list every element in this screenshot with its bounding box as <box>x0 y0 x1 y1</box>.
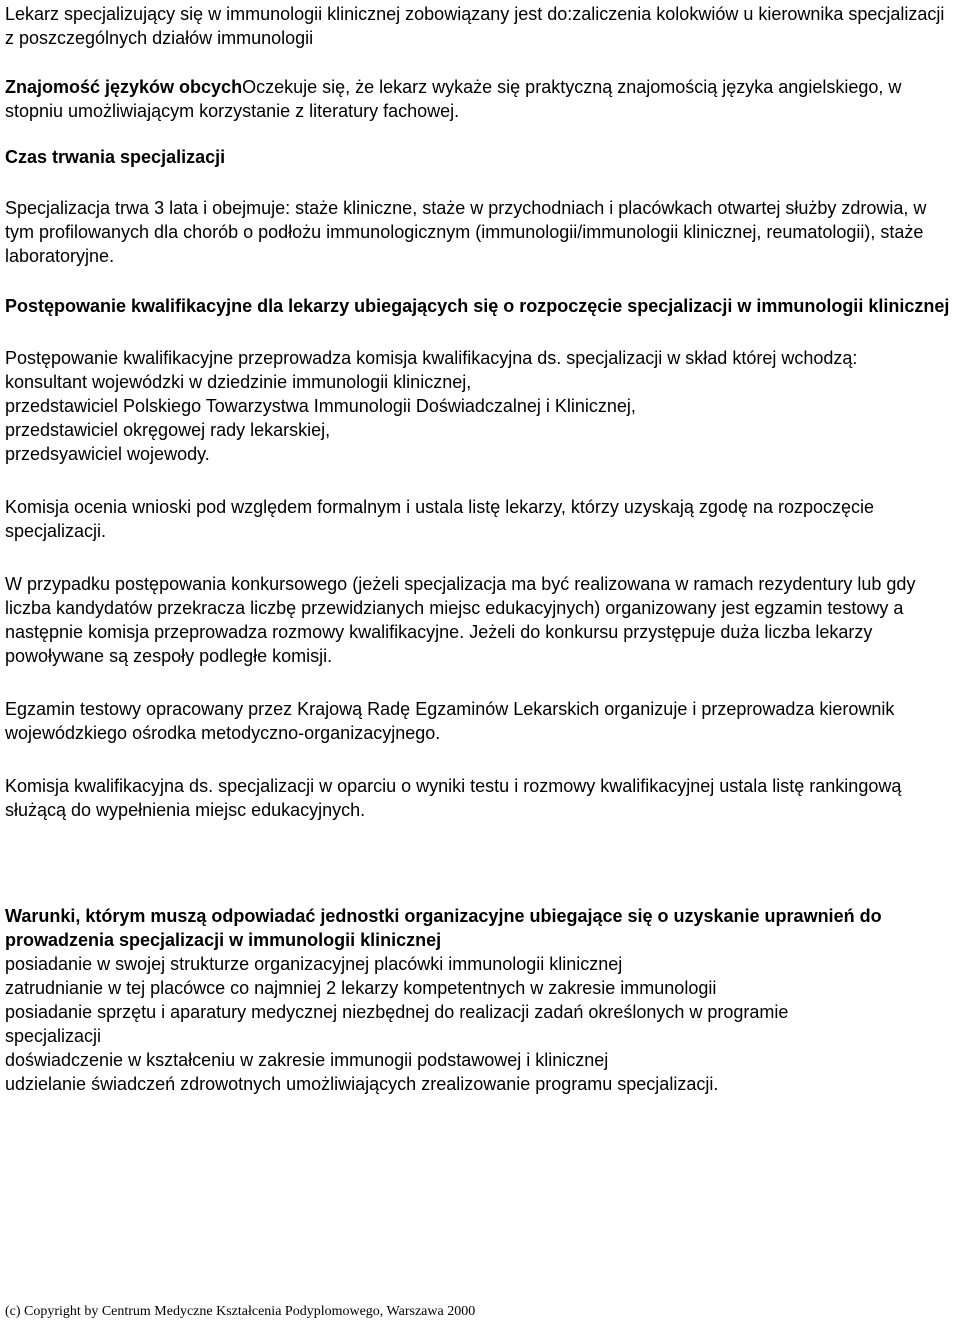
list-item-text: doświadczenie w kształceniu w zakresie immunogii podstawowej i klinicznej <box>5 1050 609 1070</box>
qualification-heading: Postępowanie kwalifikacyjne dla lekarzy ubiegających się o rozpoczęcie specjalizacji w immunologii klinicznej <box>5 296 950 316</box>
list-item <box>5 1048 865 1072</box>
contest-paragraph: W przypadku postępowania konkursowego (jeżeli specjalizacja ma być realizowana w ramach rezydentury lub gdy liczba kandydatów przekracza liczbę przewidzianych miejsc edukacyjnych) organizowany jest egzamin testowy a następnie komisja przeprowadza rozmowy kwalifikacyjne. Jeżeli do konkursu przystępuje duża liczba lekarzy powoływane są zespoły podległe komisji. <box>5 574 916 666</box>
list-item-text: posiadanie w swojej strukturze organizacyjnej placówki immunologii klinicznej <box>5 954 623 974</box>
committee-members-list <box>5 370 705 466</box>
list-item-text: przedstawiciel okręgowej rady lekarskiej, <box>5 420 331 440</box>
list-item-text: posiadanie sprzętu i aparatury medycznej niezbędnej do realizacji zadań określonych w programie specjalizacji <box>5 1002 789 1046</box>
list-item-text: udzielanie świadczeń zdrowotnych umożliwiających zrealizowanie programu specjalizacji. <box>5 1074 719 1094</box>
list-item <box>5 1000 865 1048</box>
languages-text: Oczekuje się, że lekarz wykaże się praktyczną znajomością języka angielskiego, w stopniu umożliwiającym korzystanie z literatury fachowej. <box>5 77 902 121</box>
list-item <box>5 952 865 976</box>
list-item-text: konsultant wojewódzki w dziedzinie immunologii klinicznej, <box>5 372 472 392</box>
conditions-list <box>5 952 865 1096</box>
ranking-paragraph: Komisja kwalifikacyjna ds. specjalizacji w oparciu o wyniki testu i rozmowy kwalifikacyjnej ustala listę rankingową służącą do wypełnienia miejsc edukacyjnych. <box>5 776 902 820</box>
list-item-text: zatrudnianie w tej placówce co najmniej 2 lekarzy kompetentnych w zakresie immunologii <box>5 978 717 998</box>
committee-paragraph: Komisja ocenia wnioski pod względem formalnym i ustala listę lekarzy, którzy uzyskają zgodę na rozpoczęcie specjalizacji. <box>5 497 875 541</box>
duration-paragraph: Specjalizacja trwa 3 lata i obejmuje: staże kliniczne, staże w przychodniach i placówkach otwartej służby zdrowia, w tym profilowanych dla chorób o podłożu immunologicznym (immunologii/immunologii klinicznej, reumatologii), staże laboratoryjne. <box>5 198 927 266</box>
exam-paragraph: Egzamin testowy opracowany przez Krajową Radę Egzaminów Lekarskich organizuje i przeprowadza kierownik wojewódzkiego ośrodka metodyczno-organizacyjnego. <box>5 699 895 743</box>
qualification-paragraph: Postępowanie kwalifikacyjne przeprowadza komisja kwalifikacyjna ds. specjalizacji w skład której wchodzą: <box>5 348 858 368</box>
languages-paragraph <box>5 75 955 123</box>
list-item <box>5 370 705 394</box>
list-item <box>5 442 705 466</box>
document-page <box>5 0 955 1096</box>
list-item <box>5 418 705 442</box>
list-item-text: przedsyawiciel wojewody. <box>5 444 210 464</box>
conditions-heading: Warunki, którym muszą odpowiadać jednostki organizacyjne ubiegające się o uzyskanie uprawnień do prowadzenia specjalizacji w immunologii klinicznej <box>5 906 882 950</box>
list-item <box>5 1072 865 1096</box>
copyright-footer: (c) Copyright by Centrum Medyczne Kształcenia Podyplomowego, Warszawa 2000 <box>5 1304 476 1319</box>
intro-paragraph: Lekarz specjalizujący się w immunologii klinicznej zobowiązany jest do:zaliczenia kolokwiów u kierownika specjalizacji z poszczególnych działów immunologii <box>5 4 945 48</box>
languages-label: Znajomość języków obcych <box>5 77 243 97</box>
list-item <box>5 394 705 418</box>
duration-heading: Czas trwania specjalizacji <box>5 147 226 167</box>
list-item-text: przedstawiciel Polskiego Towarzystwa Immunologii Doświadczalnej i Klinicznej, <box>5 396 636 416</box>
list-item <box>5 976 865 1000</box>
